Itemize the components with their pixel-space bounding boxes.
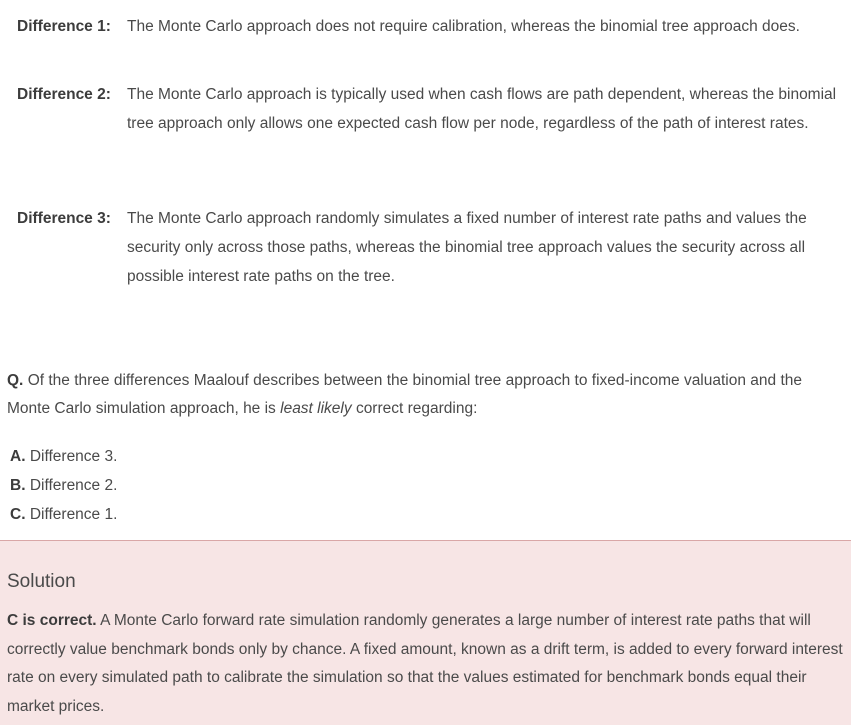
question-label: Q. <box>7 372 24 389</box>
option-letter: C. <box>10 506 26 523</box>
difference-label: Difference 1: <box>17 18 111 35</box>
option-letter: A. <box>10 448 26 465</box>
solution-text: A Monte Carlo forward rate simulation randomly generates a large number of interest rate paths that will correctly value benchmark bonds only by chance. A fixed amount, known as a drift term, is added to every forward interest rate on every simulated path to calibrate the simulation so that the values estimated for benchmark bonds equal their market prices. <box>7 612 843 715</box>
option-text: Difference 2. <box>29 477 118 494</box>
question-text-after: correct regarding: <box>355 400 478 417</box>
difference-label: Difference 3: <box>17 210 111 227</box>
solution-lead: C is correct. <box>7 612 97 629</box>
option-text: Difference 3. <box>29 448 118 465</box>
solution-panel <box>0 540 851 725</box>
difference-label: Difference 2: <box>17 86 111 103</box>
question-text-before: Of the three differences Maalouf describes between the binomial tree approach to fixed-income valuation and the Monte Carlo simulation approach, he is <box>7 372 803 417</box>
solution-title: Solution <box>7 571 76 592</box>
difference-text: The Monte Carlo approach randomly simulates a fixed number of interest rate paths and values the security only across those paths, whereas the binomial tree approach values the security across all possible interest rate paths on the tree. <box>127 210 807 285</box>
question-emphasis: least likely <box>280 400 352 417</box>
question <box>7 367 842 423</box>
option-b[interactable] <box>10 471 117 500</box>
difference-text: The Monte Carlo approach is typically used when cash flows are path dependent, whereas the binomial tree approach only allows one expected cash flow per node, regardless of the path of interest rates. <box>127 86 837 132</box>
answer-options <box>10 442 117 529</box>
solution-body <box>7 607 845 721</box>
option-a[interactable] <box>10 442 117 471</box>
difference-text: The Monte Carlo approach does not require calibration, whereas the binomial tree approach does. <box>127 18 800 35</box>
option-c[interactable] <box>10 500 117 529</box>
option-text: Difference 1. <box>29 506 118 523</box>
option-letter: B. <box>10 477 26 494</box>
